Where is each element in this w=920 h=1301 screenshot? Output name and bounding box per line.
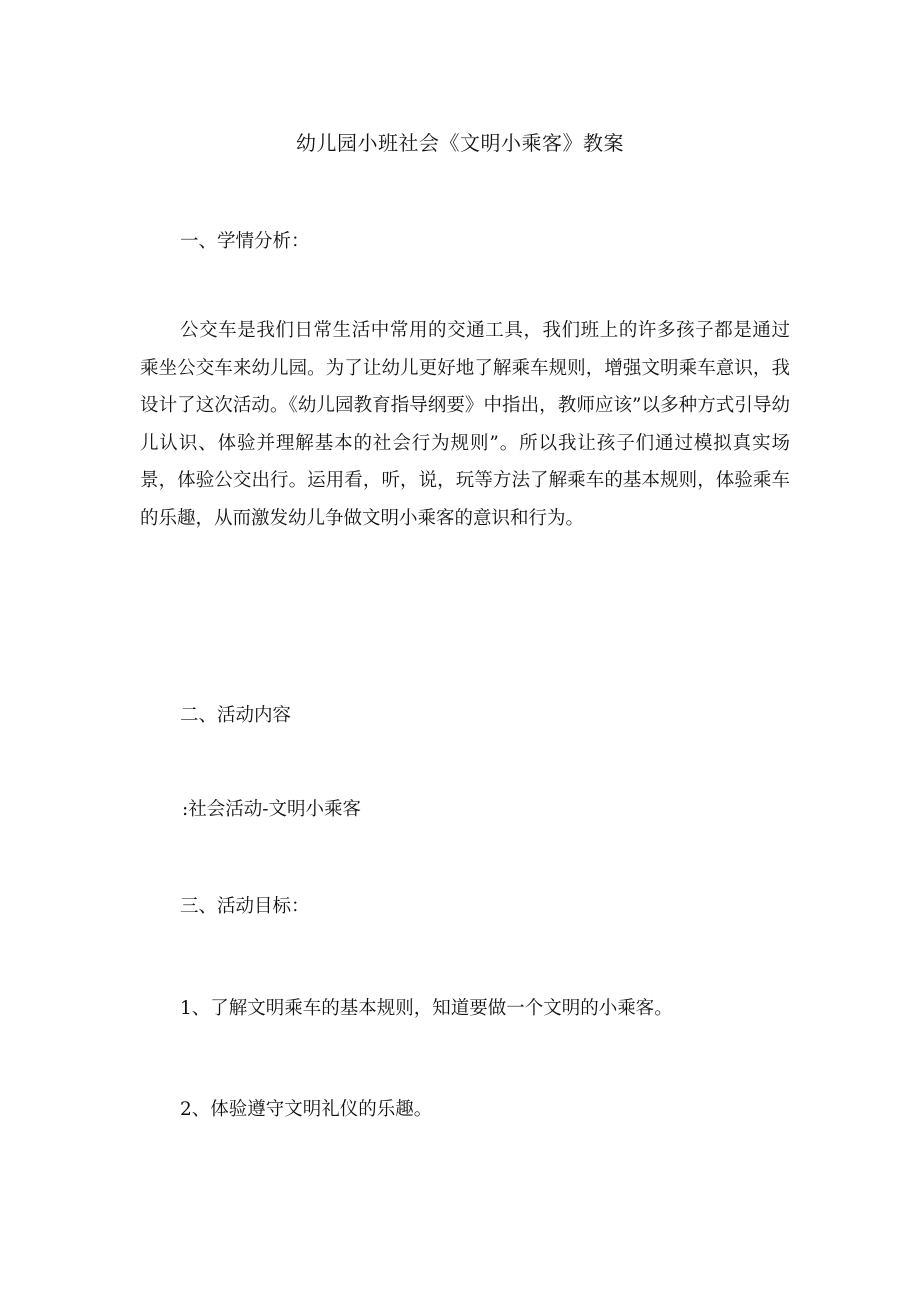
goal-item: 2、体验遵守文明礼仪的乐趣。 (180, 1099, 433, 1120)
document-title: 幼儿园小班社会《文明小乘客》教案 (296, 131, 624, 155)
section-heading-analysis: 一、学情分析： (180, 231, 310, 252)
section-heading-goals: 三、活动目标： (180, 896, 310, 917)
activity-content-text: :社会活动-文明小乘客 (182, 799, 361, 820)
goal-item: 1、了解文明乘车的基本规则，知道要做一个文明的小乘客。 (180, 998, 673, 1019)
analysis-paragraph: 公交车是我们日常生活中常用的交通工具，我们班上的许多孩子都是通过乘坐公交车来幼儿园。为了让幼儿更好地了解乘车规则，增强文明乘车意识，我设计了这次活动。《幼儿园教育指导纲要》中指出，教师应该”以多种方式引导幼儿认识、体验并理解基本的社会行为规则”。所以我让孩子们通过模拟真实场景，体验公交出行。运用看，听，说，玩等方法了解乘车的基本规则，体验乘车的乐趣，从而激发幼儿争做文明小乘客的意识和行为。 (140, 320, 790, 529)
section-heading-content: 二、活动内容 (180, 705, 292, 726)
